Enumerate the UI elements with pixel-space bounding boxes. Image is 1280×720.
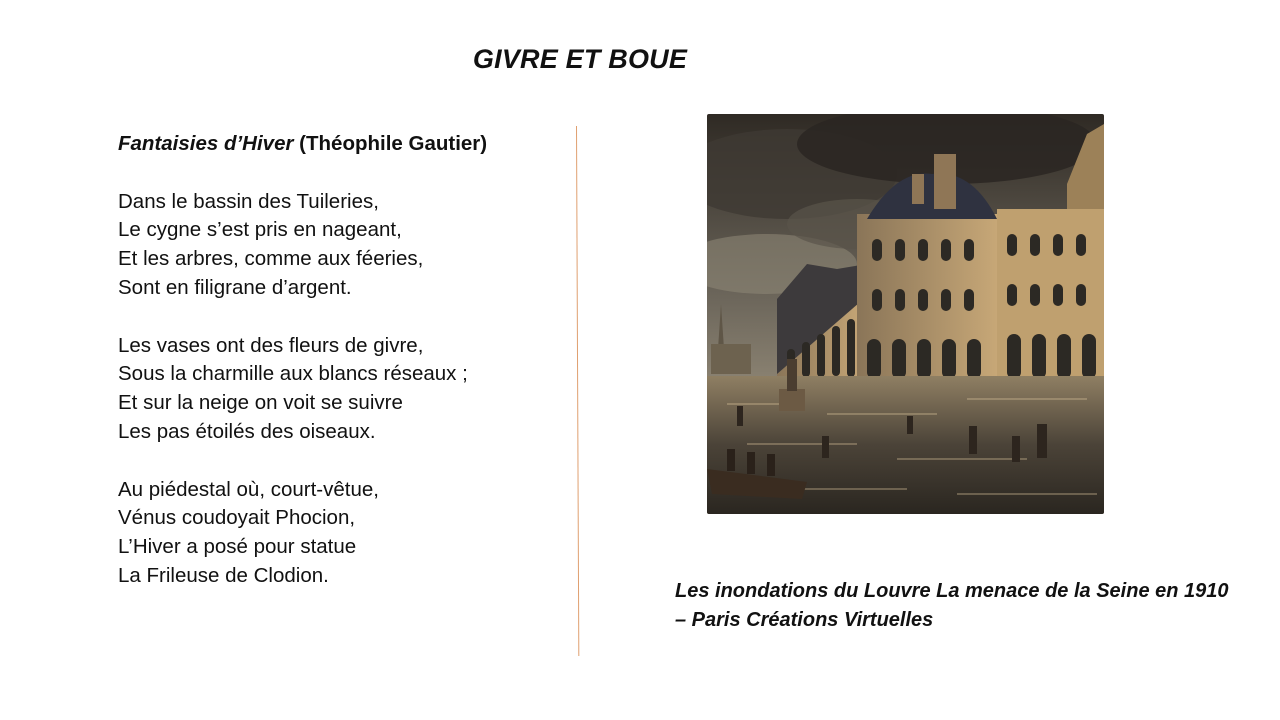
verse: Au piédestal où, court-vêtue, <box>118 477 379 501</box>
verse: L’Hiver a posé pour statue <box>118 535 357 559</box>
slide-title: GIVRE ET BOUE <box>472 44 688 74</box>
stanza-3 <box>118 476 558 591</box>
verse: Et les arbres, comme aux féeries, <box>118 247 424 271</box>
verse: Les vases ont des fleurs de givre, <box>118 333 424 357</box>
vertical-divider <box>576 126 579 656</box>
verse: Les pas étoilés des oiseaux. <box>118 419 376 443</box>
verse: La Frileuse de Clodion. <box>118 563 329 587</box>
image-caption: Les inondations du Louvre La menace de la Seine en 1910 – Paris Créations Virtuelles <box>675 580 1229 631</box>
verse: Sont en filigrane d’argent. <box>118 275 352 299</box>
poem-work-title: Fantaisies d’Hiver <box>118 132 294 155</box>
verse: Sous la charmille aux blancs réseaux ; <box>118 362 468 386</box>
verse: Dans le bassin des Tuileries, <box>118 189 379 213</box>
verse: Le cygne s’est pris en nageant, <box>118 218 402 242</box>
poem <box>118 130 558 620</box>
stanza-1 <box>118 188 558 303</box>
verse: Vénus coudoyait Phocion, <box>118 506 356 530</box>
verse: Et sur la neige on voit se suivre <box>118 391 403 415</box>
stanza-2 <box>118 332 558 447</box>
poem-heading <box>118 130 558 159</box>
poem-author: (Théophile Gautier) <box>299 132 488 155</box>
louvre-flood-painting <box>707 114 1104 514</box>
